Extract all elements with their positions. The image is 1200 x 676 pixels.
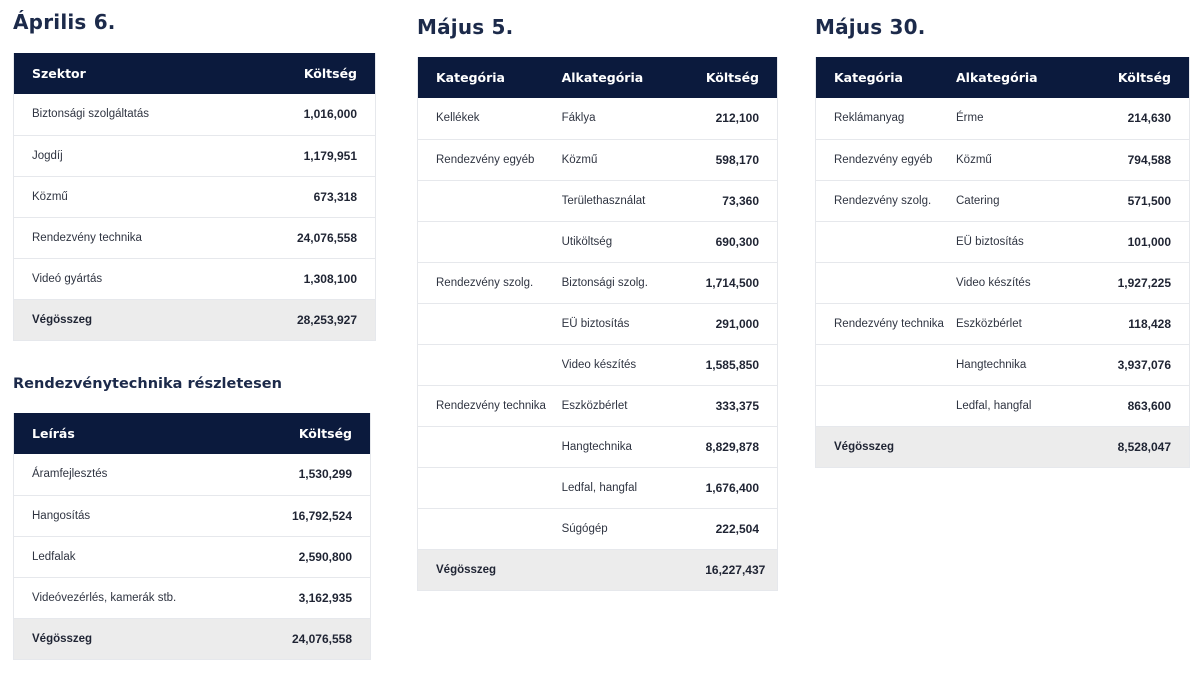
sector-cell: Jogdíj [32, 149, 63, 162]
table-row [418, 385, 777, 426]
subcategory-cell: Területhasználat [561, 194, 646, 207]
category-cell: Rendezvény szolg. [436, 276, 534, 289]
category-cell: Rendezvény technika [436, 399, 546, 412]
may5-table [417, 57, 778, 591]
subcategory-cell: Súgógép [561, 522, 608, 535]
subcategory-cell: Közmű [956, 153, 992, 166]
table-row [418, 139, 777, 180]
total-label: Végösszeg [436, 563, 497, 576]
cost-cell: 3,937,076 [1117, 357, 1171, 372]
subcategory-cell: Ledfal, hangfal [956, 399, 1032, 412]
detail-rows [14, 454, 370, 659]
cost-cell: 291,000 [715, 316, 759, 331]
table-header-row [14, 53, 375, 94]
table-row [14, 135, 375, 176]
column-header-sector: Szektor [32, 66, 86, 81]
table-row [816, 139, 1189, 180]
table-row [816, 344, 1189, 385]
category-cell [418, 221, 562, 262]
subcategory-cell: Eszközbérlet [561, 399, 628, 412]
cost-cell: 333,375 [715, 398, 759, 413]
sector-cell: Közmű [32, 190, 68, 203]
table-row [14, 577, 370, 618]
cost-cell: 8,829,878 [705, 439, 759, 454]
total-cost: 16,227,437 [705, 562, 766, 577]
table-row [418, 303, 777, 344]
subcategory-cell: EÜ biztosítás [956, 235, 1024, 248]
subcategory-cell: Video készítés [561, 358, 637, 371]
cost-cell: 1,676,400 [705, 480, 759, 495]
detail-title: Rendezvénytechnika részletesen [13, 376, 282, 392]
table-row [14, 176, 375, 217]
cost-cell: 1,927,225 [1117, 275, 1171, 290]
total-label: Végösszeg [834, 440, 895, 453]
cost-cell: 1,714,500 [705, 275, 759, 290]
sector-cell: Biztonsági szolgáltatás [32, 108, 149, 121]
may30-title: Május 30. [815, 15, 926, 39]
subcategory-cell: Fáklya [561, 112, 596, 125]
may5-rows [418, 98, 777, 590]
may30-section [815, 15, 1188, 39]
subcategory-cell: Biztonsági szolg. [561, 276, 648, 289]
column-header-cost: Költség [705, 70, 759, 85]
category-cell: Rendezvény egyéb [834, 153, 933, 166]
total-spacer [562, 549, 688, 590]
cost-cell: 73,360 [722, 193, 759, 208]
subcategory-cell: Hangtechnika [956, 358, 1027, 371]
subcategory-cell: Video készítés [956, 276, 1031, 289]
cost-cell: 690,300 [715, 234, 759, 249]
column-header-subcategory: Alkategória [561, 70, 644, 85]
category-cell: Rendezvény szolg. [834, 194, 932, 207]
cost-cell: 212,100 [715, 111, 759, 126]
cost-cell: 1,530,299 [298, 467, 352, 482]
cost-cell: 214,630 [1127, 111, 1171, 126]
description-cell: Áramfejlesztés [32, 468, 108, 481]
cost-cell: 1,308,100 [303, 271, 357, 286]
category-cell [418, 508, 562, 549]
table-row [816, 98, 1189, 139]
category-cell: Reklámanyag [834, 112, 905, 125]
column-header-description: Leírás [32, 426, 75, 441]
category-cell: Rendezvény egyéb [436, 153, 535, 166]
table-header-row [14, 413, 370, 454]
description-cell: Videóvezérlés, kamerák stb. [32, 591, 177, 604]
cost-cell: 2,590,800 [298, 549, 352, 564]
subcategory-cell: Ledfal, hangfal [561, 481, 638, 494]
table-row [14, 217, 375, 258]
total-label: Végösszeg [32, 313, 93, 326]
table-row [418, 426, 777, 467]
cost-cell: 3,162,935 [298, 590, 352, 605]
total-row [816, 426, 1189, 467]
table-row [14, 495, 370, 536]
table-row [14, 258, 375, 299]
table-row [418, 262, 777, 303]
table-header-row [418, 57, 777, 98]
total-cost: 8,528,047 [1117, 439, 1171, 454]
column-header-cost: Költség [298, 426, 352, 441]
column-header-cost: Költség [303, 66, 357, 81]
table-row [816, 180, 1189, 221]
subcategory-cell: Utiköltség [561, 235, 613, 248]
table-row [14, 454, 370, 495]
category-cell [418, 426, 562, 467]
cost-cell: 222,504 [715, 521, 759, 536]
april-section [13, 10, 374, 34]
description-cell: Ledfalak [32, 550, 76, 563]
table-row [418, 180, 777, 221]
subcategory-cell: Érme [956, 112, 984, 125]
april-table [13, 53, 376, 341]
category-cell: Kellékek [436, 112, 480, 125]
table-row [418, 467, 777, 508]
april-title: Április 6. [13, 10, 116, 34]
may30-table [815, 57, 1190, 468]
cost-cell: 1,179,951 [303, 148, 357, 163]
may30-rows [816, 98, 1189, 467]
category-cell [816, 385, 954, 426]
category-cell [418, 344, 562, 385]
table-row [418, 221, 777, 262]
description-cell: Hangosítás [32, 509, 91, 522]
table-row [418, 344, 777, 385]
category-cell [418, 467, 562, 508]
column-header-cost: Költség [1117, 70, 1171, 85]
category-cell [816, 221, 954, 262]
subcategory-cell: Közmű [561, 153, 598, 166]
subcategory-cell: Catering [956, 194, 1000, 207]
table-row [816, 221, 1189, 262]
category-cell [816, 344, 954, 385]
table-row [816, 303, 1189, 344]
april-rows [14, 94, 375, 340]
cost-cell: 863,600 [1127, 398, 1171, 413]
subcategory-cell: Hangtechnika [561, 440, 632, 453]
total-cost: 24,076,558 [291, 631, 352, 646]
category-cell [418, 303, 562, 344]
total-label: Végösszeg [32, 632, 93, 645]
table-row [418, 98, 777, 139]
total-row [418, 549, 777, 590]
column-header-category: Kategória [436, 70, 505, 85]
table-header-row [816, 57, 1189, 98]
category-cell [816, 262, 954, 303]
category-cell [418, 180, 562, 221]
cost-cell: 101,000 [1127, 234, 1171, 249]
table-row [418, 508, 777, 549]
cost-cell: 1,585,850 [705, 357, 759, 372]
table-row [816, 262, 1189, 303]
subcategory-cell: Eszközbérlet [956, 317, 1022, 330]
cost-cell: 598,170 [715, 152, 759, 167]
total-row [14, 618, 370, 659]
cost-cell: 571,500 [1127, 193, 1171, 208]
cost-cell: 794,588 [1127, 152, 1171, 167]
column-header-subcategory: Alkategória [956, 70, 1038, 85]
table-row [14, 94, 375, 135]
table-row [14, 536, 370, 577]
cost-cell: 118,428 [1128, 316, 1171, 331]
cost-cell: 24,076,558 [296, 230, 357, 245]
cost-cell: 673,318 [313, 189, 357, 204]
detail-table [13, 413, 371, 660]
column-header-category: Kategória [834, 70, 903, 85]
category-cell: Rendezvény technika [834, 317, 944, 330]
total-spacer [954, 426, 1096, 467]
table-row [816, 385, 1189, 426]
detail-section [13, 376, 369, 392]
sector-cell: Videó gyártás [32, 272, 103, 285]
total-cost: 28,253,927 [296, 312, 357, 327]
sector-cell: Rendezvény technika [32, 231, 142, 244]
cost-cell: 16,792,524 [291, 508, 352, 523]
total-row [14, 299, 375, 340]
cost-cell: 1,016,000 [303, 107, 357, 122]
may5-title: Május 5. [417, 15, 514, 39]
subcategory-cell: EÜ biztosítás [561, 317, 630, 330]
may5-section [417, 15, 776, 39]
